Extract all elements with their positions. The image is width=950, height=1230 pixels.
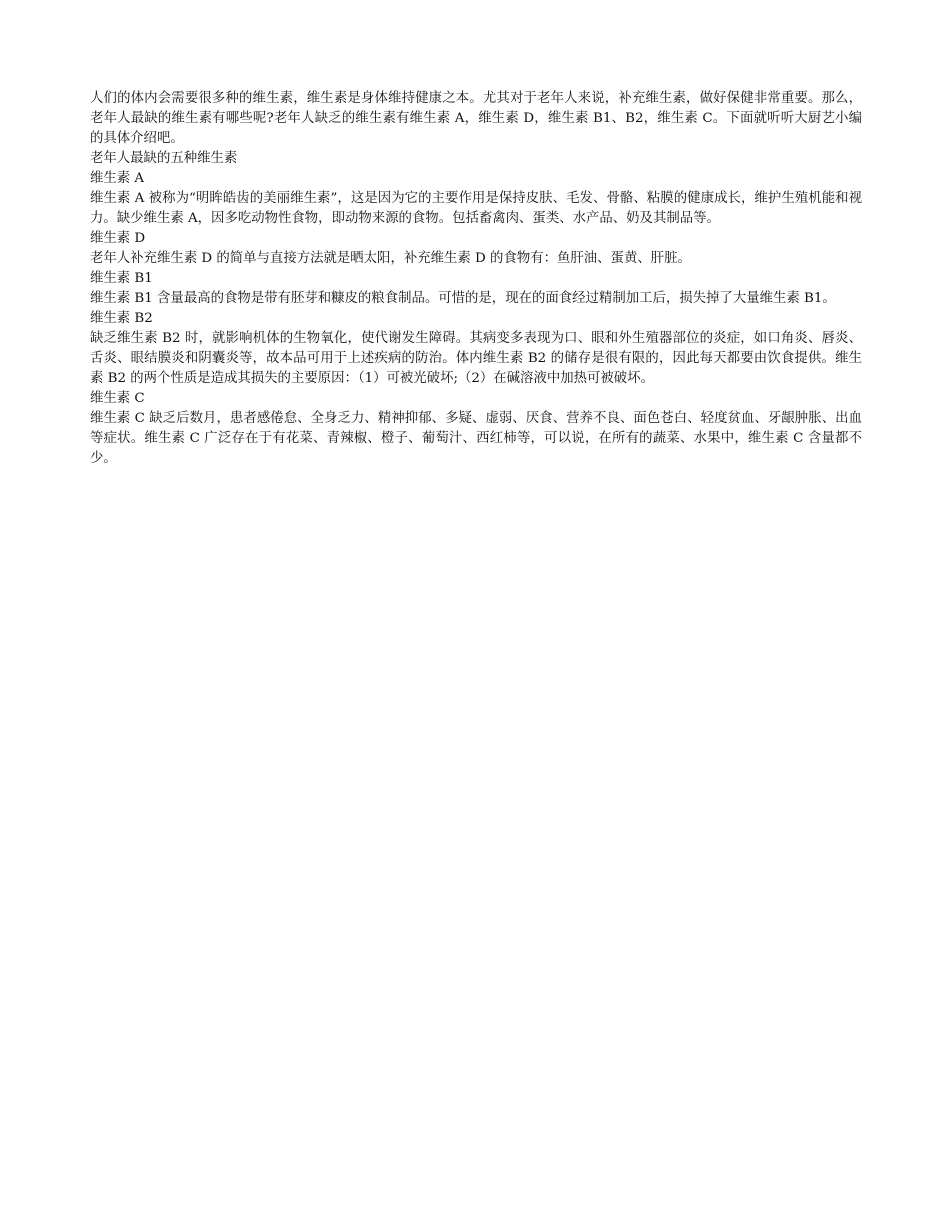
section-heading-vitamin-c: 维生素 C xyxy=(90,391,145,406)
document-title: 老年人最缺的五种维生素 xyxy=(90,151,238,166)
section-body-vitamin-c: 维生素 C 缺乏后数月，患者感倦怠、全身乏力、精神抑郁、多疑、虚弱、厌食、营养不良、面色苍白、轻度贫血、牙龈肿胀、出血等症状。维生素 C 广泛存在于有花菜、青辣椒、橙子、葡萄汁、西红柿等，可以说，在所有的蔬菜、水果中，维生素 C 含量都不少。 xyxy=(90,411,862,466)
section-body-vitamin-b2: 缺乏维生素 B2 时，就影响机体的生物氧化，使代谢发生障碍。其病变多表现为口、眼和外生殖器部位的炎症，如口角炎、唇炎、舌炎、眼结膜炎和阴囊炎等，故本品可用于上述疾病的防治。体内维生素 B2 的储存是很有限的，因此每天都要由饮食提供。维生素 B2 的两个性质是造成其损失的主要原因：（1）可被光破坏;（2）在碱溶液中加热可被破坏。 xyxy=(90,331,862,386)
intro-paragraph: 人们的体内会需要很多种的维生素，维生素是身体维持健康之本。尤其对于老年人来说，补充维生素，做好保健非常重要。那么，老年人最缺的维生素有哪些呢?老年人缺乏的维生素有维生素 A，维生素 D，维生素 B1、B2，维生素 C。下面就听听大厨艺小编的具体介绍吧。 xyxy=(90,91,862,146)
section-body-vitamin-a: 维生素 A 被称为“明眸皓齿的美丽维生素”，这是因为它的主要作用是保持皮肤、毛发、骨骼、粘膜的健康成长，维护生殖机能和视力。缺少维生素 A，因多吃动物性食物，即动物来源的食物。包括畜禽肉、蛋类、水产品、奶及其制品等。 xyxy=(90,191,862,226)
section-heading-vitamin-a: 维生素 A xyxy=(90,171,145,186)
section-body-vitamin-b1: 维生素 B1 含量最高的食物是带有胚芽和糠皮的粮食制品。可惜的是，现在的面食经过精制加工后，损失掉了大量维生素 B1。 xyxy=(90,291,836,306)
document-body xyxy=(90,89,862,469)
section-body-vitamin-d: 老年人补充维生素 D 的简单与直接方法就是晒太阳，补充维生素 D 的食物有：鱼肝油、蛋黄、肝脏。 xyxy=(90,251,691,266)
section-heading-vitamin-b2: 维生素 B2 xyxy=(90,311,153,326)
section-heading-vitamin-b1: 维生素 B1 xyxy=(90,271,153,286)
section-heading-vitamin-d: 维生素 D xyxy=(90,231,146,246)
